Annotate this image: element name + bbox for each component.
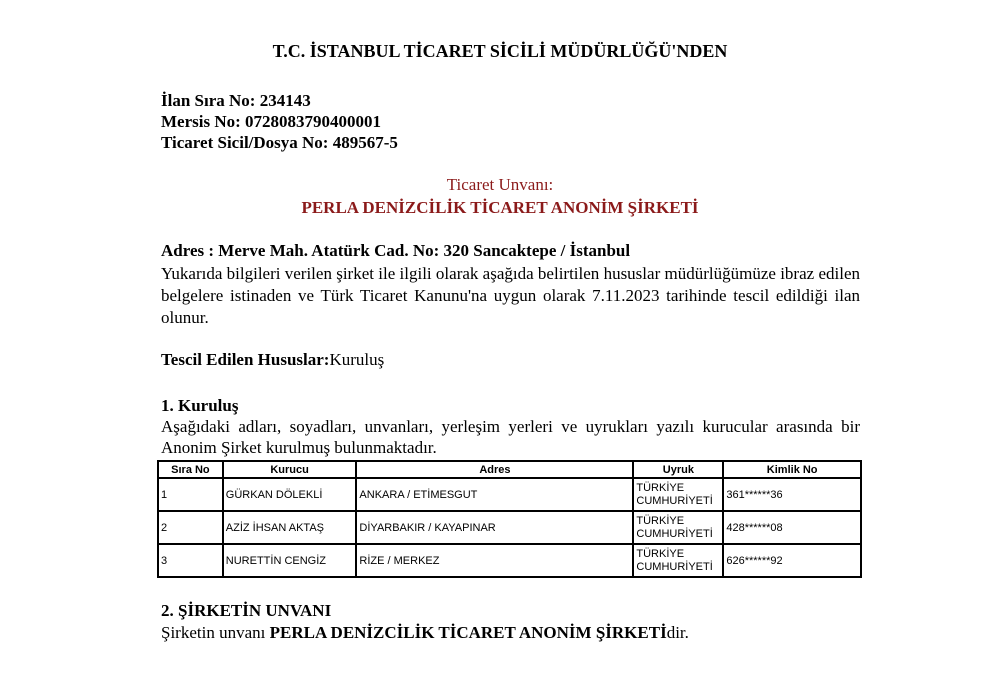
- cell-kurucu: GÜRKAN DÖLEKLİ: [223, 478, 357, 511]
- cell-kimlik: 361******36: [723, 478, 861, 511]
- section1-heading: 1. Kuruluş: [161, 396, 239, 415]
- table-row: [158, 544, 861, 577]
- tescil-value: Kuruluş: [329, 350, 385, 369]
- column-header-kurucu: Kurucu: [223, 461, 357, 478]
- section2-company-name: PERLA DENİZCİLİK TİCARET ANONİM ŞİRKETİ: [269, 623, 667, 642]
- cell-sira: 1: [158, 478, 223, 511]
- section2-heading: 2. ŞİRKETİN UNVANI: [161, 601, 332, 620]
- company-name: PERLA DENİZCİLİK TİCARET ANONİM ŞİRKETİ: [301, 198, 699, 217]
- cell-adres: RİZE / MERKEZ: [356, 544, 633, 577]
- cell-kurucu: NURETTİN CENGİZ: [223, 544, 357, 577]
- tescil-label: Tescil Edilen Hususlar:: [161, 350, 330, 369]
- ticaret-unvani-label: Ticaret Unvanı:: [446, 175, 554, 194]
- tescil-line: [161, 350, 384, 370]
- section2-prefix: Şirketin unvanı: [161, 623, 270, 642]
- cell-uyruk: TÜRKİYE CUMHURİYETİ: [633, 511, 723, 544]
- column-header-kimlik: Kimlik No: [723, 461, 861, 478]
- cell-kimlik: 428******08: [723, 511, 861, 544]
- cell-kurucu: AZİZ İHSAN AKTAŞ: [223, 511, 357, 544]
- founders-table: [157, 460, 862, 578]
- column-header-sira: Sıra No: [158, 461, 223, 478]
- section2-suffix: dir.: [666, 623, 689, 642]
- table-row: [158, 511, 861, 544]
- cell-uyruk: TÜRKİYE CUMHURİYETİ: [633, 478, 723, 511]
- section2-paragraph: [161, 623, 689, 643]
- column-header-uyruk: Uyruk: [633, 461, 723, 478]
- cell-kimlik: 626******92: [723, 544, 861, 577]
- section1-paragraph: Aşağıdaki adları, soyadları, unvanları, yerleşim yerleri ve uyrukları yazılı kurucular arasında bir Anonim Şirket kurulmuş bulunmaktadır.: [161, 417, 860, 457]
- ilan-sira-no: İlan Sıra No: 234143: [161, 91, 311, 110]
- table-row: [158, 478, 861, 511]
- table-header-row: [158, 461, 861, 478]
- cell-sira: 2: [158, 511, 223, 544]
- cell-sira: 3: [158, 544, 223, 577]
- column-header-adres: Adres: [356, 461, 633, 478]
- cell-uyruk: TÜRKİYE CUMHURİYETİ: [633, 544, 723, 577]
- cell-adres: ANKARA / ETİMESGUT: [356, 478, 633, 511]
- ticaret-sicil-no: Ticaret Sicil/Dosya No: 489567-5: [161, 133, 398, 152]
- intro-paragraph: Yukarıda bilgileri verilen şirket ile ilgili olarak aşağıda belirtilen hususlar müdürlüğümüze ibraz edilen belgelere istinaden ve Türk Ticaret Kanunu'na uygun olarak 7.11.2023 tarihinde tescil edildiği ilan olunur.: [161, 264, 860, 327]
- mersis-no: Mersis No: 0728083790400001: [161, 112, 382, 131]
- cell-adres: DİYARBAKIR / KAYAPINAR: [356, 511, 633, 544]
- document-title: T.C. İSTANBUL TİCARET SİCİLİ MÜDÜRLÜĞÜ'NDEN: [272, 41, 728, 61]
- company-address: Adres : Merve Mah. Atatürk Cad. No: 320 Sancaktepe / İstanbul: [161, 241, 631, 260]
